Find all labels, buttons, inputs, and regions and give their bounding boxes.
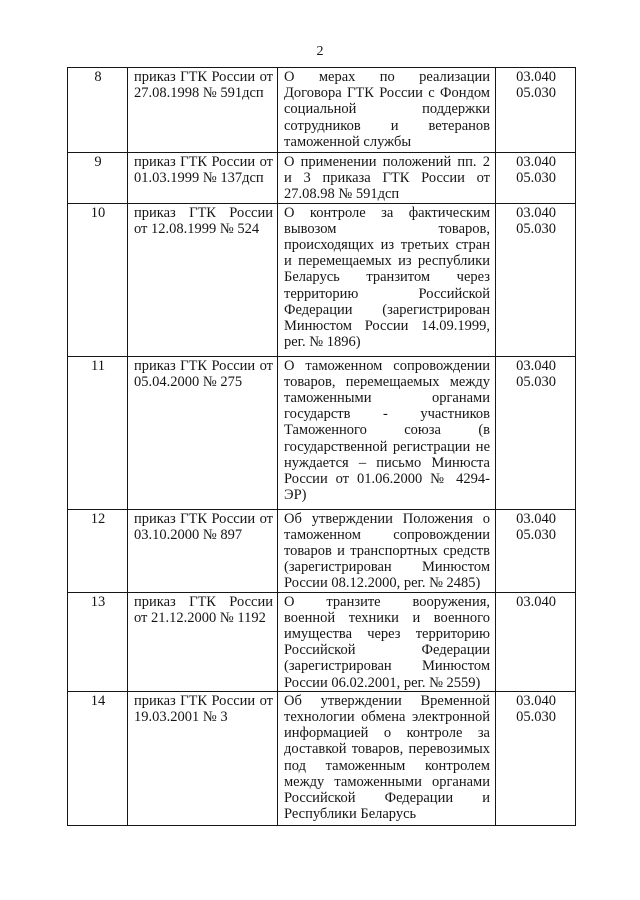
description-line: О транзите вооружения,	[284, 593, 490, 610]
description-line: товаров, перемещаемых между	[284, 373, 490, 390]
table-row	[68, 153, 576, 204]
order-line: 01.03.1999 № 137дсп	[134, 170, 264, 187]
order-line: 19.03.2001 № 3	[134, 709, 228, 726]
description-cell	[278, 68, 496, 153]
description-line: военной техники и военного	[284, 609, 490, 626]
description-line: информацией о контроле за	[284, 725, 490, 742]
description-line: О таможенном сопровождении	[284, 357, 490, 374]
table-row	[68, 356, 576, 509]
description-line: и перемещаемых из республики	[284, 253, 490, 270]
description-line: между таможенными органами	[284, 773, 490, 790]
row-number-cell	[68, 592, 128, 691]
description-line: доставкой товаров, перевозимых	[284, 741, 490, 758]
order-line: 05.04.2000 № 275	[134, 373, 243, 390]
description-line: ЭР)	[284, 487, 307, 504]
table-row	[68, 592, 576, 691]
order-cell	[128, 592, 278, 691]
description-line: России 08.12.2000, рег. № 2485)	[284, 575, 481, 592]
description-line: О применении положений пп. 2	[284, 154, 490, 170]
classifier-code: 03.040	[516, 357, 556, 374]
classifier-code: 03.040	[516, 154, 556, 170]
description-line: под таможенным контролем	[284, 757, 490, 774]
classifier-code: 05.030	[516, 220, 556, 237]
description-line: нуждается – письмо Минюста	[284, 454, 490, 471]
description-line: Минюстом России 14.09.1999,	[284, 318, 490, 335]
description-line: таможенной службы	[284, 133, 412, 150]
description-line: социальной поддержки	[284, 101, 490, 118]
description-line: происходящих из третьих стран	[284, 237, 490, 254]
description-line: таможенными органами	[284, 390, 490, 407]
classifier-codes-cell	[496, 153, 576, 204]
description-line: Об утверждении Временной	[284, 692, 490, 709]
description-line: О мерах по реализации	[284, 69, 490, 85]
table-row	[68, 509, 576, 592]
classifier-code: 05.030	[516, 526, 556, 543]
row-number-cell	[68, 68, 128, 153]
order-cell	[128, 153, 278, 204]
row-number-cell	[68, 356, 128, 509]
classifier-codes-cell	[496, 203, 576, 356]
description-line: О контроле за фактическим	[284, 204, 490, 221]
row-number-cell	[68, 509, 128, 592]
classifier-code: 03.040	[516, 204, 556, 221]
description-line: Беларусь транзитом через	[284, 269, 490, 286]
row-number: 10	[90, 204, 106, 221]
order-line: 27.08.1998 № 591дсп	[134, 85, 264, 102]
table-row	[68, 691, 576, 825]
description-line: (зарегистрирован Минюстом	[284, 559, 490, 576]
description-cell	[278, 509, 496, 592]
order-line: приказ ГТК России	[134, 593, 273, 610]
classifier-codes-cell	[496, 356, 576, 509]
order-line: приказ ГТК России от	[134, 510, 273, 527]
order-line: от 21.12.2000 № 1192	[134, 609, 266, 626]
description-line: таможенном сопровождении	[284, 526, 490, 543]
description-line: товаров и транспортных средств	[284, 543, 490, 560]
row-number: 11	[91, 357, 105, 374]
order-cell	[128, 68, 278, 153]
description-line: вывозом товаров,	[284, 220, 490, 237]
classifier-code: 05.030	[516, 373, 556, 390]
description-line: Российской Федерации и	[284, 790, 490, 807]
order-cell	[128, 509, 278, 592]
description-line: Договора ГТК России с Фондом	[284, 85, 490, 102]
description-line: России 06.02.2001, рег. № 2559)	[284, 674, 481, 691]
row-number: 9	[94, 154, 102, 170]
description-cell	[278, 691, 496, 825]
row-number: 8	[94, 69, 102, 85]
description-line: и 3 приказа ГТК России от	[284, 170, 490, 187]
classifier-code: 05.030	[516, 85, 556, 102]
table-row	[68, 203, 576, 356]
description-cell	[278, 356, 496, 509]
table-body	[68, 68, 576, 826]
legal-acts-table	[67, 67, 576, 826]
row-number-cell	[68, 691, 128, 825]
order-line: 03.10.2000 № 897	[134, 526, 243, 543]
order-line: от 12.08.1999 № 524	[134, 220, 260, 237]
description-line: России от 01.06.2000 № 4294-	[284, 471, 490, 488]
description-line: государств - участников	[284, 406, 490, 423]
classifier-codes-cell	[496, 691, 576, 825]
order-line: приказ ГТК России от	[134, 692, 273, 709]
table-row	[68, 68, 576, 153]
classifier-codes-cell	[496, 509, 576, 592]
row-number-cell	[68, 203, 128, 356]
description-line: территорию Российской	[284, 285, 490, 302]
description-cell	[278, 592, 496, 691]
classifier-code: 03.040	[516, 69, 556, 85]
order-cell	[128, 691, 278, 825]
description-line: Таможенного союза (в	[284, 422, 490, 439]
description-line: технологии обмена электронной	[284, 709, 490, 726]
description-line: Об утверждении Положения о	[284, 510, 490, 527]
classifier-code: 03.040	[516, 510, 556, 527]
row-number: 12	[90, 510, 106, 527]
row-number-cell	[68, 153, 128, 204]
row-number: 13	[90, 593, 106, 610]
description-line: Российской Федерации	[284, 642, 490, 659]
page-number: 2	[316, 44, 324, 59]
description-line: 27.08.98 № 591дсп	[284, 186, 400, 203]
description-line: Республики Беларусь	[284, 806, 417, 823]
order-line: приказ ГТК России от	[134, 69, 273, 85]
order-line: приказ ГТК России	[134, 204, 273, 221]
description-cell	[278, 203, 496, 356]
order-cell	[128, 356, 278, 509]
description-line: (зарегистрирован Минюстом	[284, 658, 490, 675]
classifier-code: 03.040	[516, 593, 556, 610]
description-line: сотрудников и ветеранов	[284, 117, 490, 134]
description-cell	[278, 153, 496, 204]
order-cell	[128, 203, 278, 356]
row-number: 14	[90, 692, 106, 709]
classifier-codes-cell	[496, 592, 576, 691]
classifier-code: 05.030	[516, 170, 556, 187]
description-line: имущества через территорию	[284, 626, 490, 643]
classifier-codes-cell	[496, 68, 576, 153]
classifier-code: 05.030	[516, 709, 556, 726]
description-line: рег. № 1896)	[284, 334, 361, 351]
order-line: приказ ГТК России от	[134, 154, 273, 170]
classifier-code: 03.040	[516, 692, 556, 709]
order-line: приказ ГТК России от	[134, 357, 273, 374]
description-line: Федерации (зарегистрирован	[284, 301, 490, 318]
description-line: государственной регистрации не	[284, 438, 490, 455]
